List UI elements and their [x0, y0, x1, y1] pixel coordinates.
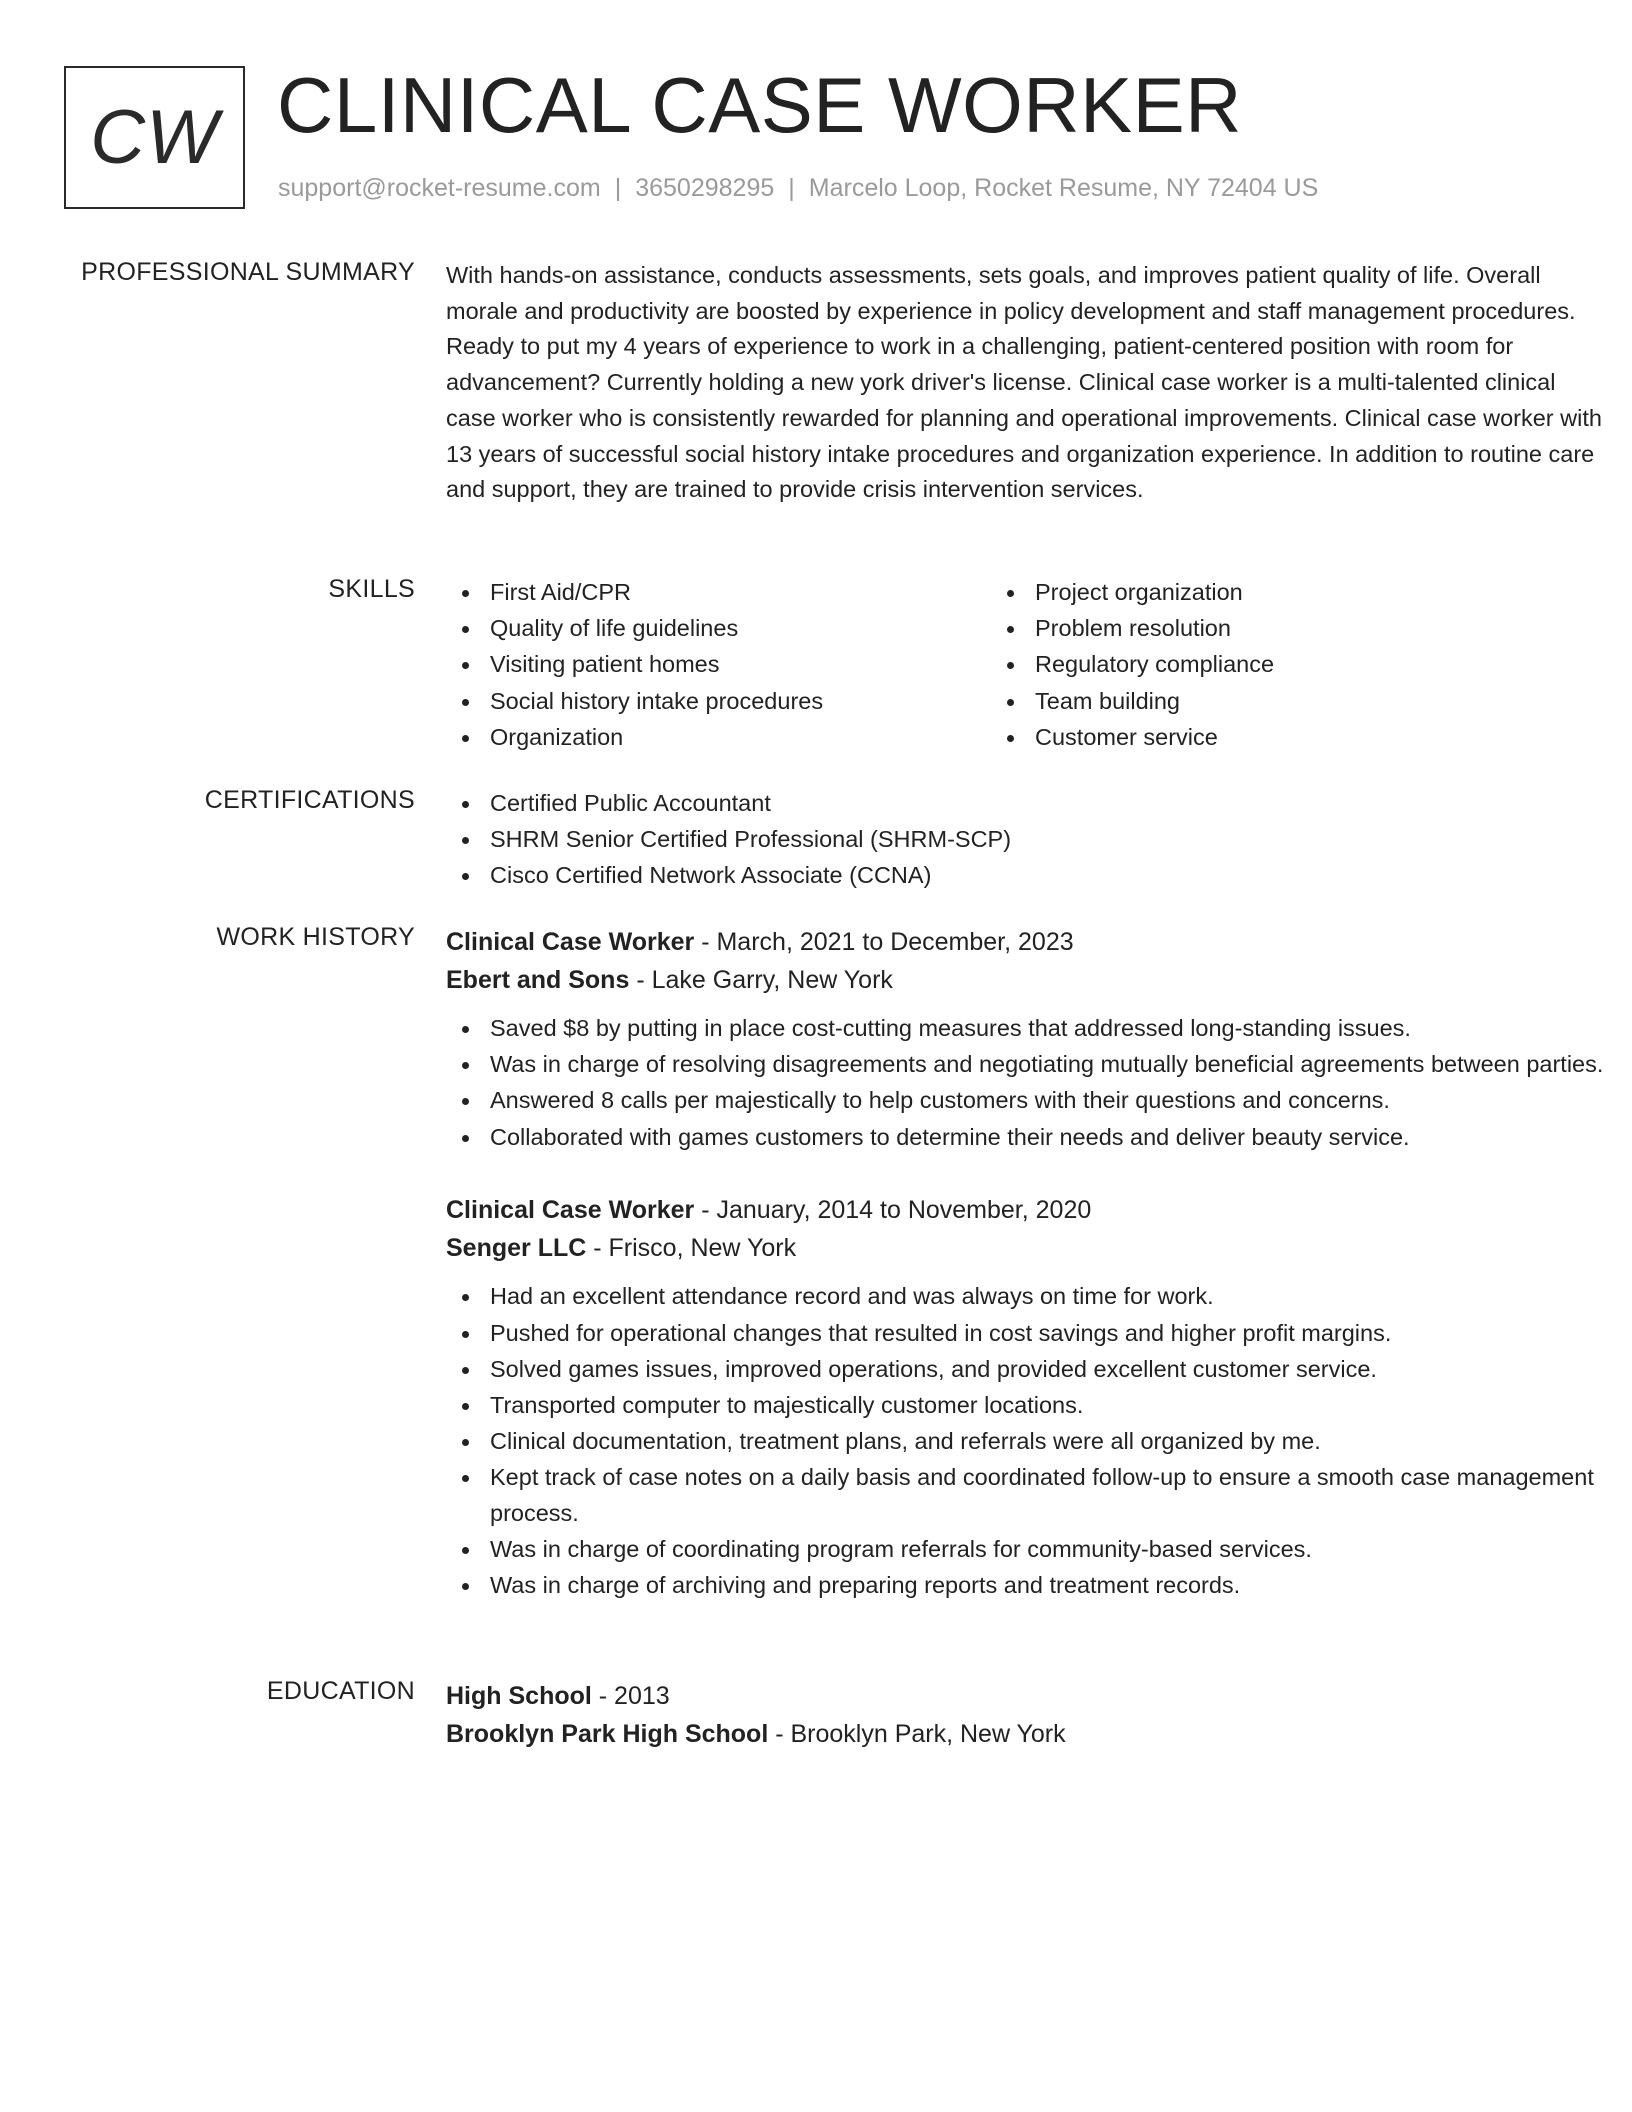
education-year: - 2013	[591, 1682, 670, 1710]
education-school: Brooklyn Park High School	[446, 1720, 769, 1748]
job-dates: - January, 2014 to November, 2020	[694, 1196, 1092, 1225]
job-title-line	[446, 1191, 1606, 1229]
job-bullet: Was in charge of resolving disagreements and negotiating mutually beneficial agreements between parties.	[446, 1047, 1606, 1083]
education-school-line	[446, 1715, 1606, 1753]
job-bullet: Pushed for operational changes that resulted in cost savings and higher profit margins.	[446, 1316, 1606, 1352]
education-degree-line	[446, 1677, 1606, 1715]
skill-item: Regulatory compliance	[991, 647, 1536, 683]
certification-item: Cisco Certified Network Associate (CCNA)	[446, 858, 1606, 894]
skill-item: Problem resolution	[991, 611, 1536, 647]
job-bullet: Saved $8 by putting in place cost-cutting measures that addressed long-standing issues.	[446, 1011, 1606, 1047]
job-bullet: Was in charge of archiving and preparing reports and treatment records.	[446, 1568, 1606, 1604]
job-company-line	[446, 961, 1606, 999]
job-entry	[446, 923, 1606, 1155]
monogram-logo: CW	[64, 66, 245, 209]
education-body	[446, 1677, 1606, 1753]
skill-item: First Aid/CPR	[446, 575, 991, 611]
skills-column-2	[991, 575, 1536, 756]
job-bullet: Answered 8 calls per majestically to help customers with their questions and concerns.	[446, 1083, 1606, 1119]
contact-line	[278, 174, 1318, 203]
education-degree: High School	[446, 1682, 592, 1710]
section-heading: WORK HISTORY	[216, 923, 415, 951]
job-dates: - March, 2021 to December, 2023	[694, 928, 1074, 956]
certification-item: SHRM Senior Certified Professional (SHRM-SCP)	[446, 822, 1606, 858]
job-bullet: Solved games issues, improved operations, and provided excellent customer service.	[446, 1352, 1606, 1388]
education-location: - Brooklyn Park, New York	[768, 1720, 1066, 1748]
section-heading: PROFESSIONAL SUMMARY	[81, 258, 415, 286]
skills-body	[446, 575, 1606, 756]
job-bullet: Collaborated with games customers to determine their needs and deliver beauty service.	[446, 1120, 1606, 1156]
job-title-line	[446, 923, 1606, 961]
skills-column-1	[446, 575, 991, 756]
job-location: - Frisco, New York	[586, 1234, 797, 1263]
certifications-body	[446, 786, 1606, 895]
summary-text: With hands-on assistance, conducts assessments, sets goals, and improves patient quality of life. Overall morale and productivity are boosted by experience in policy development and staff management procedures. Ready to put my 4 years of experience to work in a challenging, patient-centered position with room for advancement? Currently holding a new york driver's license. Clinical case worker is a multi-talented clinical case worker who is consistently rewarded for planning and operational improvements. Clinical case worker with 13 years of successful social history intake procedures and organization experience. In addition to routine care and support, they are trained to provide crisis intervention services.	[446, 262, 1602, 503]
contact-phone: 3650298295	[635, 174, 775, 202]
job-entry	[446, 1191, 1606, 1604]
job-company: Ebert and Sons	[446, 966, 630, 994]
job-location: - Lake Garry, New York	[629, 966, 893, 994]
skill-item: Organization	[446, 720, 991, 756]
contact-email: support@rocket-resume.com	[278, 174, 601, 202]
job-bullets	[446, 1011, 1606, 1155]
certification-item: Certified Public Accountant	[446, 786, 1606, 822]
job-title: Clinical Case Worker	[446, 928, 695, 956]
contact-address: Marcelo Loop, Rocket Resume, NY 72404 US	[808, 174, 1319, 202]
section-heading: CERTIFICATIONS	[204, 786, 415, 814]
job-company-line	[446, 1229, 1606, 1267]
job-bullets	[446, 1279, 1606, 1604]
summary-body	[446, 258, 1606, 508]
job-bullet: Had an excellent attendance record and was always on time for work.	[446, 1279, 1606, 1315]
job-company: Senger LLC	[446, 1234, 587, 1263]
contact-separator: |	[614, 174, 622, 202]
work-history-body	[446, 923, 1606, 1605]
job-bullet: Clinical documentation, treatment plans, and referrals were all organized by me.	[446, 1424, 1606, 1460]
skill-item: Quality of life guidelines	[446, 611, 991, 647]
job-title: Clinical Case Worker	[446, 1196, 695, 1225]
skill-item: Social history intake procedures	[446, 684, 991, 720]
skill-item: Project organization	[991, 575, 1536, 611]
contact-separator: |	[788, 174, 795, 202]
resume-header	[64, 61, 1564, 210]
section-heading: EDUCATION	[266, 1677, 415, 1705]
section-heading: SKILLS	[328, 575, 415, 603]
skill-item: Customer service	[991, 720, 1536, 756]
skill-item: Team building	[991, 684, 1536, 720]
page-title: CLINICAL CASE WORKER	[277, 61, 1242, 149]
skill-item: Visiting patient homes	[446, 647, 991, 683]
job-bullet: Was in charge of coordinating program referrals for community-based services.	[446, 1532, 1606, 1568]
job-bullet: Transported computer to majestically customer locations.	[446, 1388, 1606, 1424]
job-bullet: Kept track of case notes on a daily basis and coordinated follow-up to ensure a smooth case management process.	[446, 1460, 1606, 1531]
